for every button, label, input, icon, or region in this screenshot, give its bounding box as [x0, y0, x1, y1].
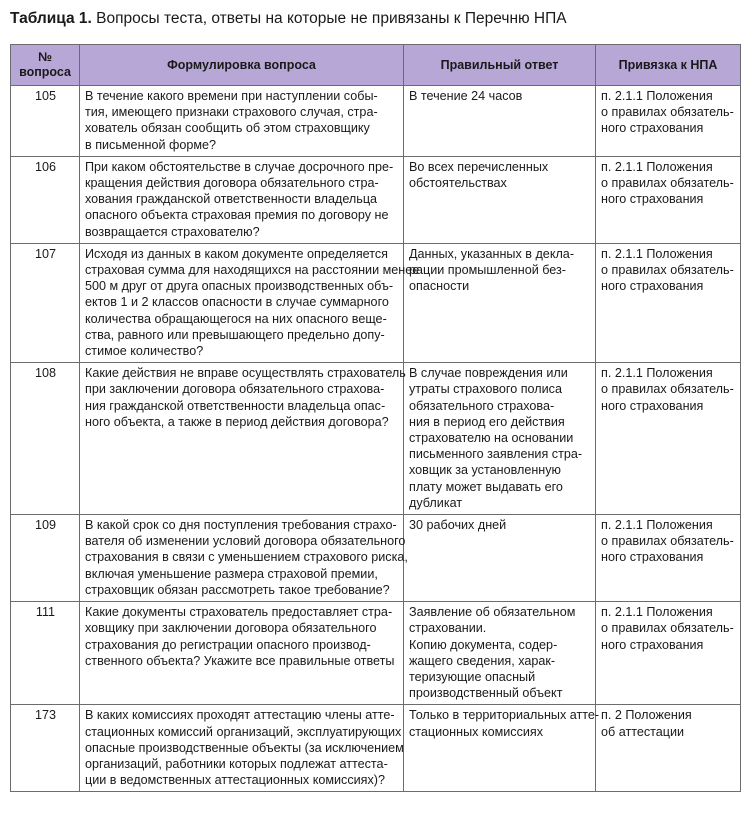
correct-answer-cell	[404, 86, 596, 157]
npa-reference-cell	[596, 602, 741, 705]
table-row	[11, 363, 741, 515]
question-line: количества обращающегося на них опасного веще-	[85, 311, 387, 326]
question-line: возвращается страхователю?	[85, 224, 260, 239]
npa-reference-cell	[596, 86, 741, 157]
table-row	[11, 156, 741, 243]
answer-line: Только в территориальных атте-	[409, 708, 600, 723]
answer-line: плату может выдавать его	[409, 479, 563, 494]
reference-line: о правилах обязатель-	[601, 621, 734, 636]
answer-line: страхователю на основании	[409, 431, 574, 446]
reference-line: ного страхования	[601, 279, 704, 294]
question-line: 500 м друг от друга опасных производственных объ-	[85, 279, 394, 294]
question-line: ектов 1 и 2 классов опасности в случае суммарного	[85, 295, 389, 310]
question-text-cell	[80, 515, 408, 602]
npa-reference-cell	[596, 515, 741, 602]
answer-line: письменного заявления стра-	[409, 447, 583, 462]
correct-answer-cell	[404, 156, 596, 243]
questions-table	[10, 44, 741, 792]
question-line: при заключении договора обязательного страхова-	[85, 382, 385, 397]
answer-line: страховании.	[409, 621, 487, 636]
answer-line: обстоятельствах	[409, 176, 507, 191]
question-number-cell: 109	[11, 515, 80, 602]
reference-line: ного страхования	[601, 121, 704, 136]
question-number-cell: 173	[11, 705, 80, 792]
reference-line: о правилах обязатель-	[601, 534, 734, 549]
npa-reference-cell	[596, 705, 741, 792]
answer-line: дубликат	[409, 495, 463, 510]
question-text-cell	[80, 243, 420, 362]
question-line: опасного объекта страховая премия по договору не	[85, 208, 389, 223]
answer-line: производственный объект	[409, 686, 563, 701]
caption-text: Вопросы теста, ответы на которые не привязаны к Перечню НПА	[96, 10, 567, 27]
header-correct-answer: Правильный ответ	[404, 45, 596, 86]
table-row	[11, 515, 741, 602]
question-number-cell: 106	[11, 156, 80, 243]
correct-answer-cell	[404, 363, 596, 515]
table-header	[11, 45, 741, 86]
answer-line: рации промышленной без-	[409, 263, 566, 278]
question-line: стимое количество?	[85, 344, 204, 359]
reference-line: о правилах обязатель-	[601, 105, 734, 120]
question-text-cell	[80, 156, 404, 243]
header-question-text: Формулировка вопроса	[80, 45, 404, 86]
correct-answer-cell	[404, 515, 596, 602]
table-body	[11, 86, 741, 792]
question-line: включая уменьшение размера страховой премии,	[85, 566, 378, 581]
answer-line: стационных комиссиях	[409, 724, 544, 739]
answer-line: опасности	[409, 279, 470, 294]
answer-line: Во всех перечисленных	[409, 159, 549, 174]
answer-line: теризующие опасный	[409, 669, 536, 684]
question-text-cell	[80, 363, 404, 515]
question-line: кращения действия договора обязательного стра-	[85, 176, 379, 191]
header-question-number	[11, 45, 80, 86]
answer-line: утраты страхового полиса	[409, 382, 562, 397]
question-line: ния гражданской ответственности владельца опас-	[85, 398, 386, 413]
reference-line: о правилах обязатель-	[601, 176, 734, 191]
reference-line: ного страхования	[601, 398, 704, 413]
answer-line: ния в период его действия	[409, 414, 565, 429]
answer-line: жащего сведения, харак-	[409, 653, 556, 668]
table-row	[11, 86, 741, 157]
question-line: страховая сумма для находящихся на расстоянии менее	[85, 263, 420, 278]
question-line: В какой срок со дня поступления требования страхо-	[85, 518, 397, 533]
question-line: организаций, работники которых подлежат аттеста-	[85, 756, 388, 771]
question-line: опасные производственные объекты (за исключением	[85, 740, 404, 755]
reference-line: ного страхования	[601, 637, 704, 652]
question-line: ственного объекта? Укажите все правильные ответы	[85, 653, 395, 668]
header-row	[11, 45, 741, 86]
reference-line: ного страхования	[601, 192, 704, 207]
reference-line: п. 2.1.1 Положения	[601, 518, 713, 533]
question-line: хователь обязан сообщить об этом страховщику	[85, 121, 370, 136]
question-line: хования гражданской ответственности владельца	[85, 192, 378, 207]
question-line: В течение какого времени при наступлении собы-	[85, 89, 378, 103]
answer-line: В течение 24 часов	[409, 89, 523, 103]
question-line: В каких комиссиях проходят аттестацию члены атте-	[85, 708, 395, 723]
table-caption	[10, 9, 567, 29]
caption-label: Таблица 1.	[10, 10, 92, 27]
question-line: стационных комиссий организаций, эксплуатирующих	[85, 724, 402, 739]
question-line: страховщик обязан рассмотреть такое требование?	[85, 582, 390, 597]
correct-answer-cell	[404, 243, 596, 362]
question-text-cell	[80, 602, 404, 705]
reference-line: п. 2.1.1 Положения	[601, 89, 713, 103]
reference-line: п. 2.1.1 Положения	[601, 605, 713, 620]
reference-line: об аттестации	[601, 724, 685, 739]
question-line: Исходя из данных в каком документе определяется	[85, 246, 388, 261]
question-line: При каком обстоятельстве в случае досрочного пре-	[85, 159, 394, 174]
header-num-line1: №	[38, 50, 52, 64]
table-row	[11, 705, 741, 792]
npa-reference-cell	[596, 156, 741, 243]
question-number-cell: 111	[11, 602, 80, 705]
header-npa-reference: Привязка к НПА	[596, 45, 741, 86]
reference-line: о правилах обязатель-	[601, 263, 734, 278]
question-number-cell: 105	[11, 86, 80, 157]
answer-line: Данных, указанных в декла-	[409, 246, 575, 261]
question-line: в письменной форме?	[85, 137, 217, 152]
reference-line: о правилах обязатель-	[601, 382, 734, 397]
correct-answer-cell	[404, 602, 596, 705]
answer-line: Копию документа, содер-	[409, 637, 558, 652]
question-line: Какие документы страхователь предоставляет стра-	[85, 605, 393, 620]
table-row	[11, 602, 741, 705]
reference-line: п. 2.1.1 Положения	[601, 246, 713, 261]
question-number-cell: 107	[11, 243, 80, 362]
question-line: ства, равного или превышающего предельно допу-	[85, 327, 385, 342]
answer-line: 30 рабочих дней	[409, 518, 507, 533]
question-text-cell	[80, 86, 404, 157]
npa-reference-cell	[596, 363, 741, 515]
question-number-cell: 108	[11, 363, 80, 515]
reference-line: п. 2.1.1 Положения	[601, 366, 713, 381]
header-num-line2: вопроса	[19, 65, 71, 79]
question-line: страхования до регистрации опасного производ-	[85, 637, 371, 652]
answer-line: обязательного страхова-	[409, 398, 555, 413]
question-line: ховщику при заключении договора обязательного	[85, 621, 377, 636]
question-line: тия, имеющего признаки страхового случая, стра-	[85, 105, 378, 120]
question-line: Какие действия не вправе осуществлять страхователь	[85, 366, 406, 381]
question-text-cell	[80, 705, 404, 792]
answer-line: В случае повреждения или	[409, 366, 568, 381]
correct-answer-cell	[404, 705, 600, 792]
table-row	[11, 243, 741, 362]
question-line: ции в ведомственных аттестационных комиссиях)?	[85, 773, 385, 788]
reference-line: п. 2 Положения	[601, 708, 692, 723]
npa-reference-cell	[596, 243, 741, 362]
answer-line: ховщик за установленную	[409, 463, 561, 478]
question-line: ного объекта, а также в период действия договора?	[85, 414, 389, 429]
question-line: вателя об изменении условий договора обязательного	[85, 534, 406, 549]
answer-line: Заявление об обязательном	[409, 605, 576, 620]
reference-line: п. 2.1.1 Положения	[601, 159, 713, 174]
reference-line: ного страхования	[601, 550, 704, 565]
question-line: страхования в связи с уменьшением страхового риска,	[85, 550, 408, 565]
